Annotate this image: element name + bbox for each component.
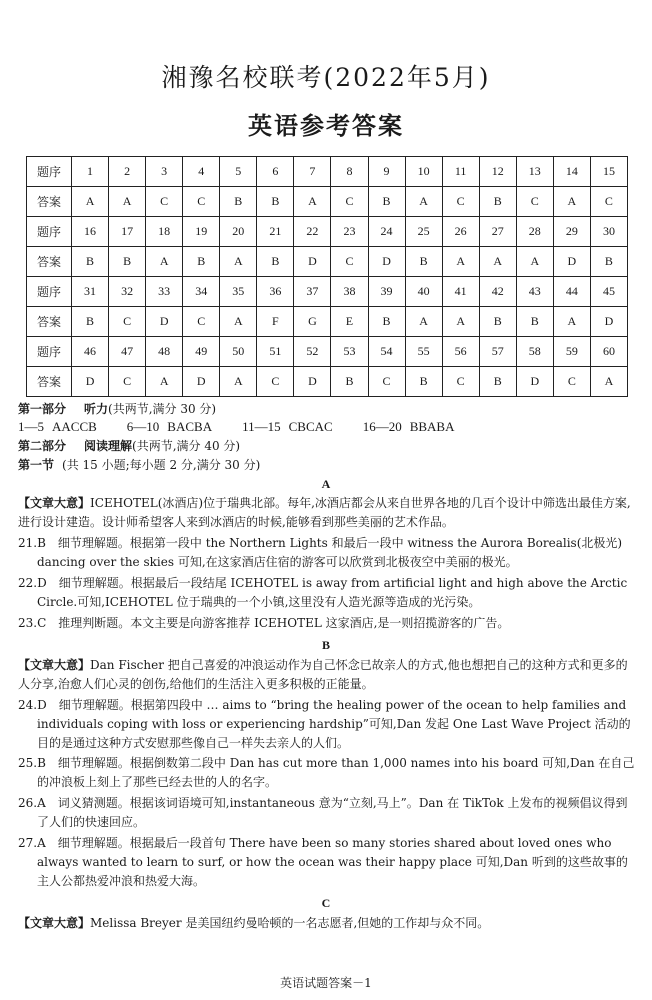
answer-key-title: 英语参考答案: [248, 112, 404, 140]
answer-cell: D: [183, 367, 220, 397]
question-number-cell: 24: [368, 217, 405, 247]
answer-cell: C: [516, 187, 553, 217]
answer-cell: A: [72, 187, 109, 217]
answer-row: [27, 187, 628, 217]
question-number-cell: 19: [183, 217, 220, 247]
answer-cell: C: [146, 187, 183, 217]
answer-cell: B: [72, 247, 109, 277]
question-number-cell: 43: [516, 277, 553, 307]
question-number-cell: 42: [479, 277, 516, 307]
question-number-cell: 11: [442, 157, 479, 187]
answer-item-27: 27.A 细节理解题。根据最后一段首句 There have been so many stories shared about loved ones who always wanted to learn to surf, or how the ocean was their happy place 可知,Dan 听到的这些故事的主人公都热爱冲浪和热爱大海。: [18, 836, 628, 888]
question-number-cell: 7: [294, 157, 331, 187]
question-number-cell: 40: [405, 277, 442, 307]
question-number-cell: 27: [479, 217, 516, 247]
answer-cell: C: [442, 367, 479, 397]
answer-cell: A: [442, 247, 479, 277]
question-number-cell: 37: [294, 277, 331, 307]
row-label: 题序: [27, 277, 72, 307]
answer-cell: D: [72, 367, 109, 397]
question-number-row: [27, 157, 628, 187]
answer-cell: D: [146, 307, 183, 337]
row-label: 答案: [27, 187, 72, 217]
answer-cell: C: [331, 187, 368, 217]
question-number-cell: 23: [331, 217, 368, 247]
answer-item-25: 25.B 细节理解题。根据倒数第二段中 Dan has cut more than 1,000 names into his board 可知,Dan 在自己的冲浪板上刻上了那些已经去世的人的名字。: [18, 756, 635, 789]
question-number-cell: 13: [516, 157, 553, 187]
passage-b-summary: 【文章大意】Dan Fischer 把自己喜爱的冲浪运动作为自己怀念已故亲人的方式,他也想把自己的这种方式和更多的人分享,治愈人们心灵的创伤,给他们的生活注入更多积极的正能量。: [18, 658, 628, 691]
answer-cell: A: [405, 307, 442, 337]
answer-cell: A: [479, 247, 516, 277]
question-number-cell: 20: [220, 217, 257, 247]
question-number-cell: 26: [442, 217, 479, 247]
row-label: 题序: [27, 157, 72, 187]
question-number-cell: 48: [146, 337, 183, 367]
question-number-cell: 4: [183, 157, 220, 187]
answer-cell: C: [442, 187, 479, 217]
question-number-cell: 3: [146, 157, 183, 187]
answer-cell: C: [183, 307, 220, 337]
question-number-cell: 16: [72, 217, 109, 247]
answer-item-26: 26.A 词义猜测题。根据该词语境可知,instantaneous 意为“立刻,马上”。Dan 在 TikTok 上发布的视频倡议得到了人们的快速回应。: [18, 796, 628, 829]
answer-cell: D: [553, 247, 590, 277]
question-number-cell: 50: [220, 337, 257, 367]
question-number-cell: 58: [516, 337, 553, 367]
answer-cell: A: [442, 307, 479, 337]
passage-b-letter: B: [321, 638, 330, 652]
answer-cell: A: [294, 187, 331, 217]
answer-cell: B: [72, 307, 109, 337]
answer-cell: B: [331, 367, 368, 397]
answer-cell: A: [590, 367, 627, 397]
question-number-cell: 6: [257, 157, 294, 187]
answer-cell: A: [405, 187, 442, 217]
answer-cell: B: [368, 187, 405, 217]
answer-cell: D: [368, 247, 405, 277]
answer-cell: B: [183, 247, 220, 277]
answer-cell: A: [553, 307, 590, 337]
section1-note: (共 15 小题;每小题 2 分,满分 30 分): [62, 458, 261, 472]
answer-cell: B: [257, 187, 294, 217]
row-label: 题序: [27, 337, 72, 367]
question-number-cell: 9: [368, 157, 405, 187]
part1-note: (共两节,满分 30 分): [108, 402, 217, 416]
question-number-cell: 39: [368, 277, 405, 307]
question-number-cell: 25: [405, 217, 442, 247]
answer-item-24: 24.D 细节理解题。根据第四段中 … aims to “bring the healing power of the ocean to help families and individuals coping with loss or experiencing hardship”可知,Dan 发起 One Last Wave Project 活动的目的是通过这种方式安慰那些像自己一样失去亲人的人们。: [18, 698, 631, 750]
question-number-cell: 31: [72, 277, 109, 307]
question-number-row: [27, 217, 628, 247]
answer-cell: B: [109, 247, 146, 277]
section1-heading: [18, 456, 260, 474]
answer-cell: D: [294, 367, 331, 397]
question-number-cell: 53: [331, 337, 368, 367]
answer-cell: C: [109, 367, 146, 397]
question-number-cell: 36: [257, 277, 294, 307]
answer-cell: A: [220, 307, 257, 337]
answer-item-23: 23.C 推理判断题。本文主要是向游客推荐 ICEHOTEL 这家酒店,是一则招揽游客的广告。: [18, 616, 510, 630]
question-number-cell: 18: [146, 217, 183, 247]
part1-heading: [18, 400, 216, 418]
answer-cell: C: [331, 247, 368, 277]
question-number-cell: 15: [590, 157, 627, 187]
question-number-cell: 59: [553, 337, 590, 367]
row-label: 答案: [27, 247, 72, 277]
question-number-cell: 41: [442, 277, 479, 307]
section1-label: 第一节: [18, 458, 55, 472]
part2-note: (共两节,满分 40 分): [132, 439, 241, 453]
question-number-cell: 29: [553, 217, 590, 247]
answer-row: [27, 247, 628, 277]
answer-cell: G: [294, 307, 331, 337]
answer-cell: A: [553, 187, 590, 217]
answer-row: [27, 307, 628, 337]
question-number-cell: 55: [405, 337, 442, 367]
answer-cell: C: [590, 187, 627, 217]
answer-cell: C: [183, 187, 220, 217]
question-number-cell: 30: [590, 217, 627, 247]
question-number-cell: 44: [553, 277, 590, 307]
question-number-row: [27, 337, 628, 367]
answer-table: [26, 156, 628, 397]
answer-cell: B: [479, 307, 516, 337]
row-label: 答案: [27, 307, 72, 337]
answer-item-22: 22.D 细节理解题。根据最后一段结尾 ICEHOTEL is away from artificial light and high above the Arctic Circle.可知,ICEHOTEL 位于瑞典的一个小镇,这里没有人造光源等造成的光污染。: [18, 576, 628, 609]
passage-c-summary: 【文章大意】Melissa Breyer 是美国纽约曼哈顿的一名志愿者,但她的工作却与众不同。: [18, 916, 490, 930]
question-number-cell: 14: [553, 157, 590, 187]
question-number-cell: 51: [257, 337, 294, 367]
part2-heading: [18, 437, 240, 455]
question-number-cell: 22: [294, 217, 331, 247]
question-number-cell: 60: [590, 337, 627, 367]
question-number-cell: 1: [72, 157, 109, 187]
answer-cell: B: [405, 247, 442, 277]
question-number-cell: 45: [590, 277, 627, 307]
answer-cell: A: [220, 247, 257, 277]
answer-cell: A: [146, 367, 183, 397]
answer-cell: B: [257, 247, 294, 277]
answer-cell: A: [146, 247, 183, 277]
question-number-row: [27, 277, 628, 307]
part2-title: 阅读理解: [84, 439, 133, 453]
answer-cell: D: [516, 367, 553, 397]
part1-answers: 1—5 AACCB 6—10 BACBA 11—15 CBCAC 16—20 BBABA: [18, 419, 455, 434]
answer-cell: B: [590, 247, 627, 277]
answer-item-21: 21.B 细节理解题。根据第一段中 the Northern Lights 和最后一段中 witness the Aurora Borealis(北极光) dancing over the skies 可知,在这家酒店住宿的游客可以欣赏到北极夜空中美丽的极光。: [18, 536, 623, 569]
question-number-cell: 5: [220, 157, 257, 187]
question-number-cell: 34: [183, 277, 220, 307]
passage-c-letter: C: [321, 896, 331, 910]
question-number-cell: 8: [331, 157, 368, 187]
answer-cell: C: [553, 367, 590, 397]
answer-cell: B: [516, 307, 553, 337]
answer-row: [27, 367, 628, 397]
row-label: 题序: [27, 217, 72, 247]
answer-cell: C: [368, 367, 405, 397]
exam-title: 湘豫名校联考(2022年5月): [161, 63, 491, 92]
answer-cell: A: [516, 247, 553, 277]
answer-cell: B: [368, 307, 405, 337]
answer-cell: F: [257, 307, 294, 337]
answer-cell: A: [109, 187, 146, 217]
question-number-cell: 33: [146, 277, 183, 307]
answer-cell: C: [109, 307, 146, 337]
answer-cell: B: [479, 187, 516, 217]
answer-cell: B: [220, 187, 257, 217]
question-number-cell: 2: [109, 157, 146, 187]
question-number-cell: 57: [479, 337, 516, 367]
question-number-cell: 46: [72, 337, 109, 367]
question-number-cell: 56: [442, 337, 479, 367]
part1-title: 听力: [84, 402, 109, 416]
answer-cell: B: [479, 367, 516, 397]
answer-cell: C: [257, 367, 294, 397]
question-number-cell: 54: [368, 337, 405, 367]
answer-cell: A: [220, 367, 257, 397]
part2-label: 第二部分: [18, 439, 67, 453]
part1-label: 第一部分: [18, 402, 67, 416]
answer-cell: E: [331, 307, 368, 337]
row-label: 答案: [27, 367, 72, 397]
question-number-cell: 35: [220, 277, 257, 307]
question-number-cell: 47: [109, 337, 146, 367]
answer-cell: B: [405, 367, 442, 397]
answer-cell: D: [294, 247, 331, 277]
question-number-cell: 12: [479, 157, 516, 187]
question-number-cell: 52: [294, 337, 331, 367]
passage-a-summary: 【文章大意】ICEHOTEL(冰酒店)位于瑞典北部。每年,冰酒店都会从来自世界各地的几百个设计中筛选出最佳方案,进行设计建造。设计师希望客人来到冰酒店的时候,能够看到那些美丽的艺术作品。: [18, 496, 631, 529]
page-footer: 英语试题答案－1: [280, 976, 372, 990]
question-number-cell: 21: [257, 217, 294, 247]
question-number-cell: 49: [183, 337, 220, 367]
question-number-cell: 38: [331, 277, 368, 307]
question-number-cell: 28: [516, 217, 553, 247]
question-number-cell: 10: [405, 157, 442, 187]
passage-a-letter: A: [321, 477, 331, 491]
question-number-cell: 32: [109, 277, 146, 307]
question-number-cell: 17: [109, 217, 146, 247]
answer-cell: D: [590, 307, 627, 337]
